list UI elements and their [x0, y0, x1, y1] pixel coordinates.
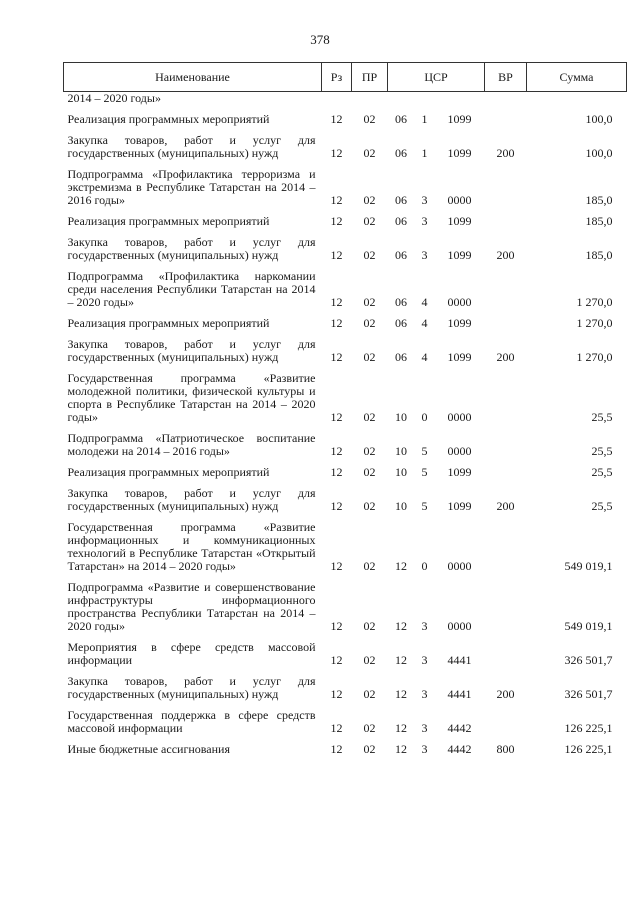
cell-csr-1: 06	[395, 146, 407, 160]
cell-rz: 12	[330, 653, 343, 667]
cell-pr: 02	[363, 721, 376, 735]
table-row	[64, 424, 627, 458]
cell-csr-3: 4442	[447, 742, 472, 756]
table-row	[64, 573, 627, 633]
cell-vr: 200	[496, 350, 515, 364]
cell-name: Мероприятия в сфере средств массовой информации	[67, 640, 316, 667]
cell-rz: 12	[330, 410, 343, 424]
cell-csr-1: 06	[395, 214, 407, 228]
cell-rz: 12	[330, 112, 343, 126]
cell-csr-2: 3	[421, 193, 428, 207]
table-row	[64, 228, 627, 262]
cell-name: Закупка товаров, работ и услуг для государственных (муниципальных) нужд	[67, 235, 316, 262]
table-row	[64, 479, 627, 513]
cell-csr-3: 1099	[447, 112, 472, 126]
table-row	[64, 513, 627, 573]
cell-csr-3: 1099	[447, 146, 472, 160]
cell-pr: 02	[363, 465, 376, 479]
cell-pr: 02	[363, 248, 376, 262]
header-name: Наименование	[64, 63, 322, 92]
cell-csr-3: 0000	[447, 559, 472, 573]
cell-csr-3: 4441	[447, 653, 472, 667]
cell-csr-2: 4	[421, 295, 428, 309]
cell-sum: 326 501,7	[564, 687, 613, 701]
cell-csr-1: 12	[395, 721, 407, 735]
header-rz: Рз	[322, 63, 352, 92]
cell-csr-1: 06	[395, 248, 407, 262]
cell-rz: 12	[330, 559, 343, 573]
cell-vr	[485, 513, 527, 573]
cell-vr	[485, 105, 527, 126]
cell-rz: 12	[330, 248, 343, 262]
cell-name: Закупка товаров, работ и услуг для государственных (муниципальных) нужд	[67, 674, 316, 701]
cell-name: Подпрограмма «Патриотическое воспитание молодежи на 2014 – 2016 годы»	[67, 431, 316, 458]
cell-csr-3: 0000	[447, 193, 472, 207]
cell-rz: 12	[330, 444, 343, 458]
cell-pr: 02	[363, 619, 376, 633]
cell-name: Реализация программных мероприятий	[67, 316, 270, 330]
cell-sum: 126 225,1	[564, 742, 613, 756]
table-row	[64, 364, 627, 424]
table-row	[64, 701, 627, 735]
cell-sum: 549 019,1	[564, 619, 613, 633]
table-row	[64, 667, 627, 701]
cell-name: Государственная программа «Развитие информационных и коммуникационных технологий в Республике Татарстан «Открытый Татарстан» на 2014 – 2020 годы»	[67, 520, 316, 573]
cell-vr	[485, 262, 527, 309]
cell-pr: 02	[363, 316, 376, 330]
cell-vr: 200	[496, 499, 515, 513]
cell-vr	[485, 633, 527, 667]
header-sum: Сумма	[527, 63, 627, 92]
cell-sum: 126 225,1	[564, 721, 613, 735]
cell-csr-2: 3	[421, 214, 428, 228]
cell-sum: 549 019,1	[564, 559, 613, 573]
cell-vr	[485, 364, 527, 424]
cell-rz	[322, 92, 352, 106]
cell-sum: 25,5	[591, 444, 613, 458]
cell-name: Закупка товаров, работ и услуг для государственных (муниципальных) нужд	[67, 486, 316, 513]
cell-rz: 12	[330, 214, 343, 228]
cell-pr: 02	[363, 112, 376, 126]
cell-csr-3: 1099	[447, 214, 472, 228]
cell-csr-3: 0000	[447, 410, 472, 424]
cell-rz: 12	[330, 350, 343, 364]
cell-csr-1: 06	[395, 193, 407, 207]
cell-name: Иные бюджетные ассигнования	[67, 742, 230, 756]
cell-csr-3: 0000	[447, 619, 472, 633]
cell-csr-1: 12	[395, 742, 407, 756]
cell-csr-2: 3	[421, 653, 428, 667]
cell-sum: 1 270,0	[576, 295, 613, 309]
cell-vr: 200	[496, 146, 515, 160]
table-header	[64, 63, 627, 92]
cell-sum: 326 501,7	[564, 653, 613, 667]
cell-pr: 02	[363, 410, 376, 424]
cell-csr-3: 4441	[447, 687, 472, 701]
cell-name: Реализация программных мероприятий	[67, 214, 270, 228]
cell-csr-3: 1099	[447, 499, 472, 513]
cell-csr-1: 10	[395, 465, 407, 479]
cell-rz: 12	[330, 295, 343, 309]
cell-sum: 1 270,0	[576, 350, 613, 364]
cell-pr: 02	[363, 499, 376, 513]
cell-vr	[485, 701, 527, 735]
cell-pr: 02	[363, 653, 376, 667]
cell-csr-2: 3	[421, 248, 428, 262]
cell-csr-1: 12	[395, 687, 407, 701]
cell-pr: 02	[363, 444, 376, 458]
cell-sum: 25,5	[591, 499, 613, 513]
table-row	[64, 262, 627, 309]
cell-sum: 25,5	[591, 410, 613, 424]
cell-pr	[352, 92, 388, 106]
cell-rz: 12	[330, 465, 343, 479]
cell-csr-3: 1099	[447, 350, 472, 364]
cell-csr-2: 3	[421, 687, 428, 701]
cell-rz: 12	[330, 742, 343, 756]
cell-csr-2: 1	[421, 146, 428, 160]
cell-vr: 200	[496, 687, 515, 701]
cell-name: Подпрограмма «Профилактика терроризма и экстремизма в Республике Татарстан на 2014 – 2016 годы»	[67, 167, 316, 207]
cell-pr: 02	[363, 350, 376, 364]
cell-csr-1: 06	[395, 295, 407, 309]
cell-sum: 100,0	[585, 146, 613, 160]
cell-vr	[485, 573, 527, 633]
header-vr: ВР	[485, 63, 527, 92]
cell-name: 2014 – 2020 годы»	[67, 91, 161, 105]
cell-csr-1: 10	[395, 444, 407, 458]
cell-csr-1: 06	[395, 350, 407, 364]
cell-sum: 185,0	[585, 193, 613, 207]
cell-name: Государственная программа «Развитие молодежной политики, физической культуры и спорта в Республике Татарстан на 2014 – 2020 годы»	[67, 371, 316, 424]
cell-csr-2: 4	[421, 316, 428, 330]
cell-vr	[485, 92, 527, 106]
cell-sum: 25,5	[591, 465, 613, 479]
table-row	[64, 207, 627, 228]
cell-rz: 12	[330, 316, 343, 330]
cell-csr-1: 06	[395, 316, 407, 330]
cell-vr	[485, 458, 527, 479]
cell-csr-2: 3	[421, 742, 428, 756]
table-row	[64, 633, 627, 667]
cell-csr-2: 3	[421, 721, 428, 735]
cell-csr-3	[435, 92, 485, 106]
table-row	[64, 105, 627, 126]
cell-vr: 800	[496, 742, 515, 756]
cell-csr-1: 06	[395, 112, 407, 126]
cell-csr-2: 4	[421, 350, 428, 364]
cell-csr-2: 5	[421, 444, 428, 458]
cell-csr-2: 1	[421, 112, 428, 126]
cell-csr-1: 12	[395, 619, 407, 633]
cell-csr-3: 1099	[447, 465, 472, 479]
cell-csr-2: 0	[421, 559, 428, 573]
cell-csr-1: 12	[395, 653, 407, 667]
cell-vr	[485, 160, 527, 207]
cell-vr	[485, 207, 527, 228]
cell-rz: 12	[330, 721, 343, 735]
cell-rz: 12	[330, 146, 343, 160]
table-row	[64, 309, 627, 330]
cell-vr	[485, 309, 527, 330]
table-row	[64, 160, 627, 207]
cell-name: Подпрограмма «Профилактика наркомании среди населения Республики Татарстан на 2014 – 2020 годы»	[67, 269, 316, 309]
cell-csr-2: 0	[421, 410, 428, 424]
cell-csr-1: 10	[395, 499, 407, 513]
cell-csr-2: 5	[421, 499, 428, 513]
cell-name: Закупка товаров, работ и услуг для государственных (муниципальных) нужд	[67, 133, 316, 160]
cell-name: Реализация программных мероприятий	[67, 465, 270, 479]
cell-csr-2: 3	[421, 619, 428, 633]
cell-pr: 02	[363, 687, 376, 701]
cell-csr-2	[415, 92, 435, 106]
cell-name: Закупка товаров, работ и услуг для государственных (муниципальных) нужд	[67, 337, 316, 364]
cell-name: Государственная поддержка в сфере средств массовой информации	[67, 708, 316, 735]
cell-pr: 02	[363, 742, 376, 756]
table-row	[64, 330, 627, 364]
table-row	[64, 458, 627, 479]
cell-pr: 02	[363, 193, 376, 207]
cell-rz: 12	[330, 499, 343, 513]
cell-pr: 02	[363, 146, 376, 160]
cell-csr-3: 4442	[447, 721, 472, 735]
budget-table	[63, 62, 627, 756]
cell-pr: 02	[363, 559, 376, 573]
table-body	[64, 92, 627, 757]
cell-csr-3: 0000	[447, 444, 472, 458]
table-row	[64, 735, 627, 756]
cell-name: Реализация программных мероприятий	[67, 112, 270, 126]
cell-sum: 185,0	[585, 214, 613, 228]
header-pr: ПР	[352, 63, 388, 92]
cell-sum: 100,0	[585, 112, 613, 126]
cell-name: Подпрограмма «Развитие и совершенствование инфраструктуры информационного пространства Республики Татарстан на 2014 – 2020 годы»	[67, 580, 316, 633]
cell-csr-1: 12	[395, 559, 407, 573]
cell-csr-2: 5	[421, 465, 428, 479]
cell-rz: 12	[330, 619, 343, 633]
cell-csr-1: 10	[395, 410, 407, 424]
cell-sum: 185,0	[585, 248, 613, 262]
cell-sum: 1 270,0	[576, 316, 613, 330]
header-csr: ЦСР	[388, 63, 485, 92]
cell-sum	[527, 92, 627, 106]
cell-csr-3: 0000	[447, 295, 472, 309]
cell-csr-3: 1099	[447, 248, 472, 262]
cell-rz: 12	[330, 193, 343, 207]
page-number: 378	[310, 32, 330, 47]
table-row	[64, 126, 627, 160]
cell-pr: 02	[363, 214, 376, 228]
cell-vr	[485, 424, 527, 458]
cell-rz: 12	[330, 687, 343, 701]
cell-csr-3: 1099	[447, 316, 472, 330]
table-row	[64, 92, 627, 106]
budget-table-container	[63, 62, 626, 756]
cell-pr: 02	[363, 295, 376, 309]
cell-csr-1	[388, 92, 415, 106]
cell-vr: 200	[496, 248, 515, 262]
